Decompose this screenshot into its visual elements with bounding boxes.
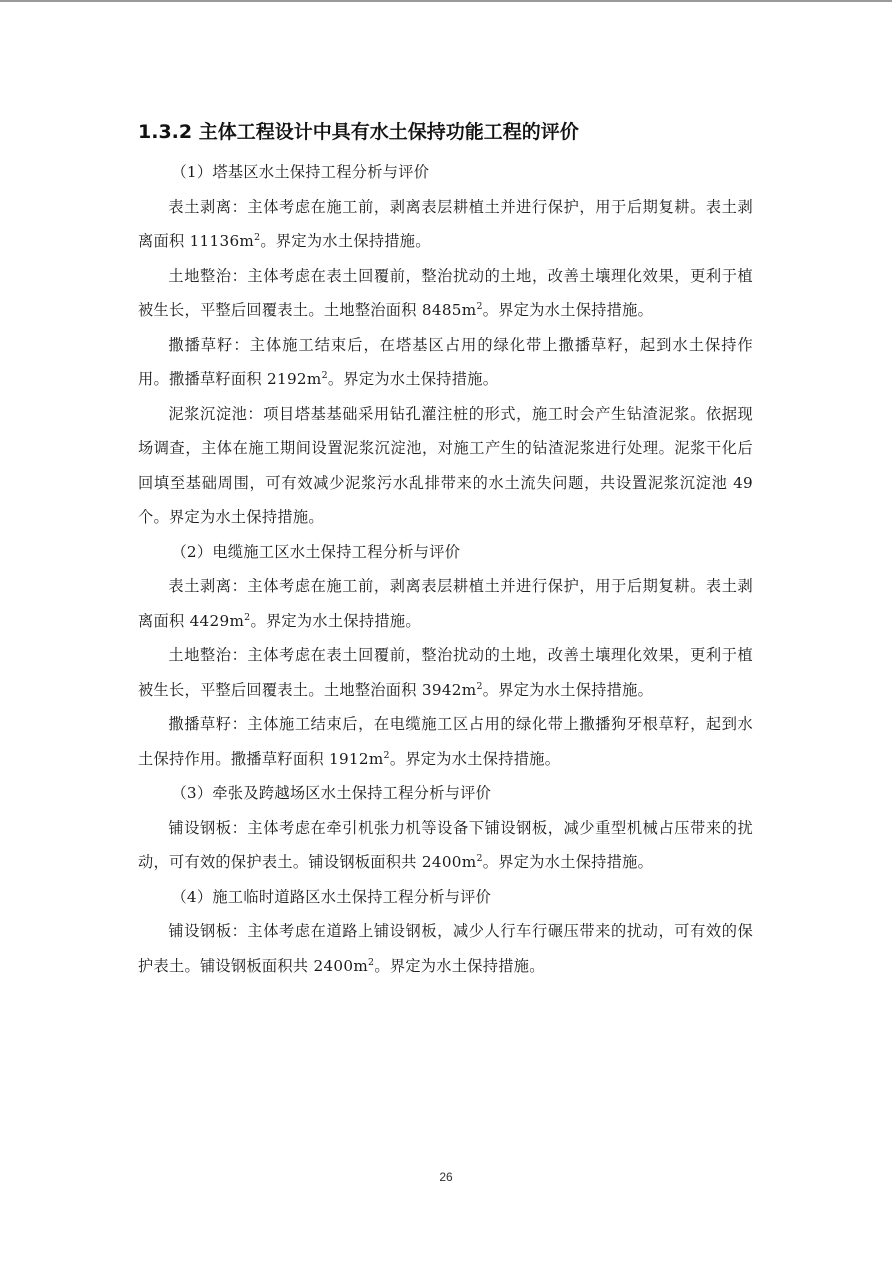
paragraph-text: 表土剥离：主体考虑在施工前，剥离表层耕植土并进行保护，用于后期复耕。表土剥离面积 11136m [138,197,753,250]
section-heading: 1.3.2 主体工程设计中具有水土保持功能工程的评价 [138,121,579,143]
unit-exponent: 2 [321,369,328,381]
subsection-heading: （3）牵张及跨越场区水土保持工程分析与评价 [171,784,492,802]
body-paragraph [138,569,753,638]
body-paragraph [138,328,753,397]
subsection-heading: （4）施工临时道路区水土保持工程分析与评价 [171,887,492,906]
unit-exponent: 2 [476,852,483,864]
paragraph-text-tail: 。界定为水土保持措施。 [327,370,499,388]
subsection-heading: （1）塔基区水土保持工程分析与评价 [171,163,430,181]
body-paragraph [138,638,753,707]
unit-exponent: 2 [244,611,251,623]
body-paragraph [138,397,753,535]
paragraph-text: 土地整治：主体考虑在表土回覆前，整治扰动的土地，改善土壤理化效果，更利于植被生长，平整后回覆表土。土地整治面积 8485m [138,266,753,319]
paragraph-text: 铺设钢板：主体考虑在牵引机张力机等设备下铺设钢板，减少重型机械占压带来的扰动，可有效的保护表土。铺设钢板面积共 2400m [138,818,753,871]
paragraph-text: 撒播草籽：主体施工结束后，在塔基区占用的绿化带上撒播草籽，起到水土保持作用。撒播草籽面积 2192m [138,335,753,388]
document-page [138,115,753,983]
paragraph-text-tail: 。界定为水土保持措施。 [250,611,421,630]
body-paragraph [138,811,753,880]
page-number: 26 [439,1170,453,1184]
paragraph-text-tail: 。界定为水土保持措施。 [482,853,654,871]
paragraph-text-tail: 。界定为水土保持措施。 [389,749,561,768]
body-paragraph [138,707,753,776]
unit-exponent: 2 [383,749,390,761]
page-top-border [0,0,892,2]
unit-exponent: 2 [368,956,375,968]
paragraph-text: 铺设钢板：主体考虑在道路上铺设钢板，减少人行车行碾压带来的扰动，可有效的保护表土。铺设钢板面积共 2400m [138,922,753,975]
subsection-heading: （2）电缆施工区水土保持工程分析与评价 [171,542,461,561]
paragraph-text: 土地整治：主体考虑在表土回覆前，整治扰动的土地，改善土壤理化效果，更利于植被生长，平整后回覆表土。土地整治面积 3942m [138,646,753,699]
paragraph-text: 撒播草籽：主体施工结束后，在电缆施工区占用的绿化带上撒播狗牙根草籽，起到水土保持作用。撒播草籽面积 1912m [138,715,753,768]
paragraph-text-tail: 。界定为水土保持措施。 [482,301,654,319]
body-paragraph [138,914,753,983]
paragraph-text-tail: 。界定为水土保持措施。 [260,232,431,250]
unit-exponent: 2 [254,231,261,243]
paragraph-text-tail: 。界定为水土保持措施。 [374,956,545,975]
unit-exponent: 2 [476,680,483,692]
paragraph-text-tail: 。界定为水土保持措施。 [482,680,654,699]
body-paragraph [138,259,753,328]
paragraph-text: 表土剥离：主体考虑在施工前，剥离表层耕植土并进行保护，用于后期复耕。表土剥离面积 4429m [138,577,753,630]
unit-exponent: 2 [476,300,483,312]
body-paragraph [138,190,753,259]
document-body [138,155,753,983]
paragraph-text: 泥浆沉淀池：项目塔基基础采用钻孔灌注桩的形式，施工时会产生钻渣泥浆。依据现场调查，主体在施工期间设置泥浆沉淀池，对施工产生的钻渣泥浆进行处理。泥浆干化后回填至基础周围，可有效减少泥浆污水乱排带来的水土流失问题，共设置泥浆沉淀池 49 个。界定为水土保持措施。 [138,404,753,526]
